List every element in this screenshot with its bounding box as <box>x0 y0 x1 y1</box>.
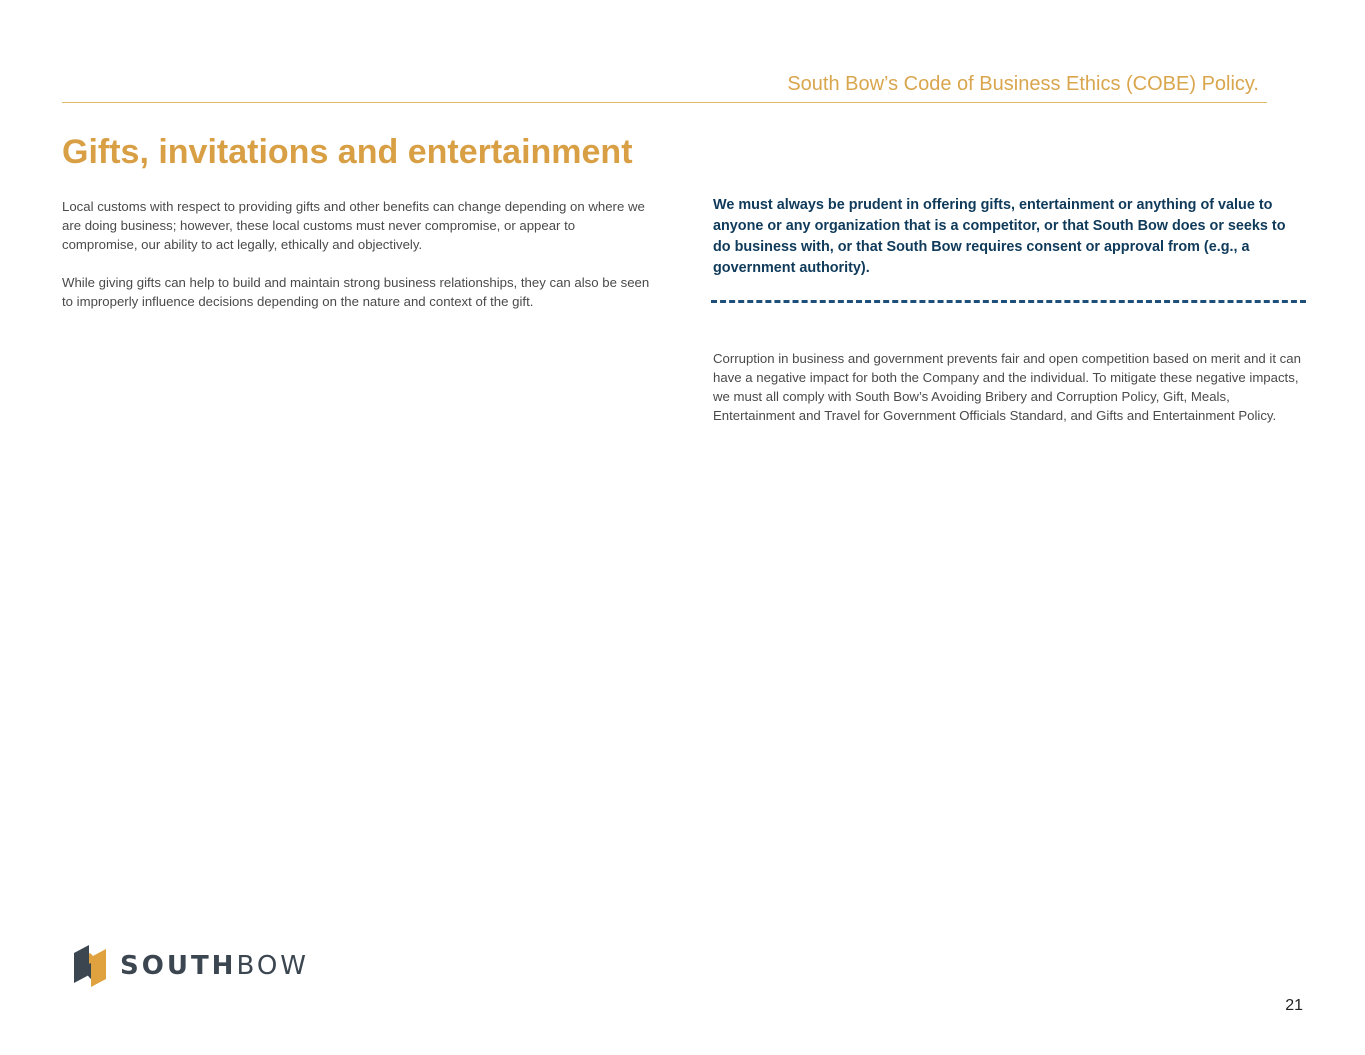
southbow-logo <box>70 943 309 989</box>
callout-statement: We must always be prudent in offering gifts, entertainment or anything of value to anyone or any organization that is a competitor, or that South Bow does or seeks to do business with, or that South Bow requires consent or approval from (e.g., a government authority). <box>713 197 1286 276</box>
running-header-title: South Bow’s Code of Business Ethics (COBE) Policy. <box>787 73 1259 95</box>
southbow-wordmark <box>120 951 309 981</box>
left-column <box>62 197 652 330</box>
page-title: Gifts, invitations and entertainment <box>62 133 633 171</box>
logo-text-bow: BOW <box>236 951 309 981</box>
southbow-logo-mark-icon <box>70 943 110 989</box>
intro-paragraph: Local customs with respect to providing gifts and other benefits can change depending on where we are doing business; however, these local customs must never compromise, or appear to compromise, our ability to act legally, ethically and objectively. <box>62 199 645 252</box>
gifts-paragraph: While giving gifts can help to build and maintain strong business relationships, they can also be seen to improperly influence decisions depending on the nature and context of the gift. <box>62 275 650 309</box>
header-divider <box>62 102 1267 103</box>
logo-text-south: SOUTH <box>120 951 237 981</box>
page-number: 21 <box>1285 997 1303 1014</box>
corruption-paragraph: Corruption in business and government prevents fair and open competition based on merit and it can have a negative impact for both the Company and the individual. To mitigate these negative impacts, we must all comply with South Bow’s Avoiding Bribery and Corruption Policy, Gift, Meals, Entertainment and Travel for Government Officials Standard, and Gifts and Entertainment Policy. <box>713 351 1301 423</box>
callout-dashed-divider <box>711 300 1306 303</box>
